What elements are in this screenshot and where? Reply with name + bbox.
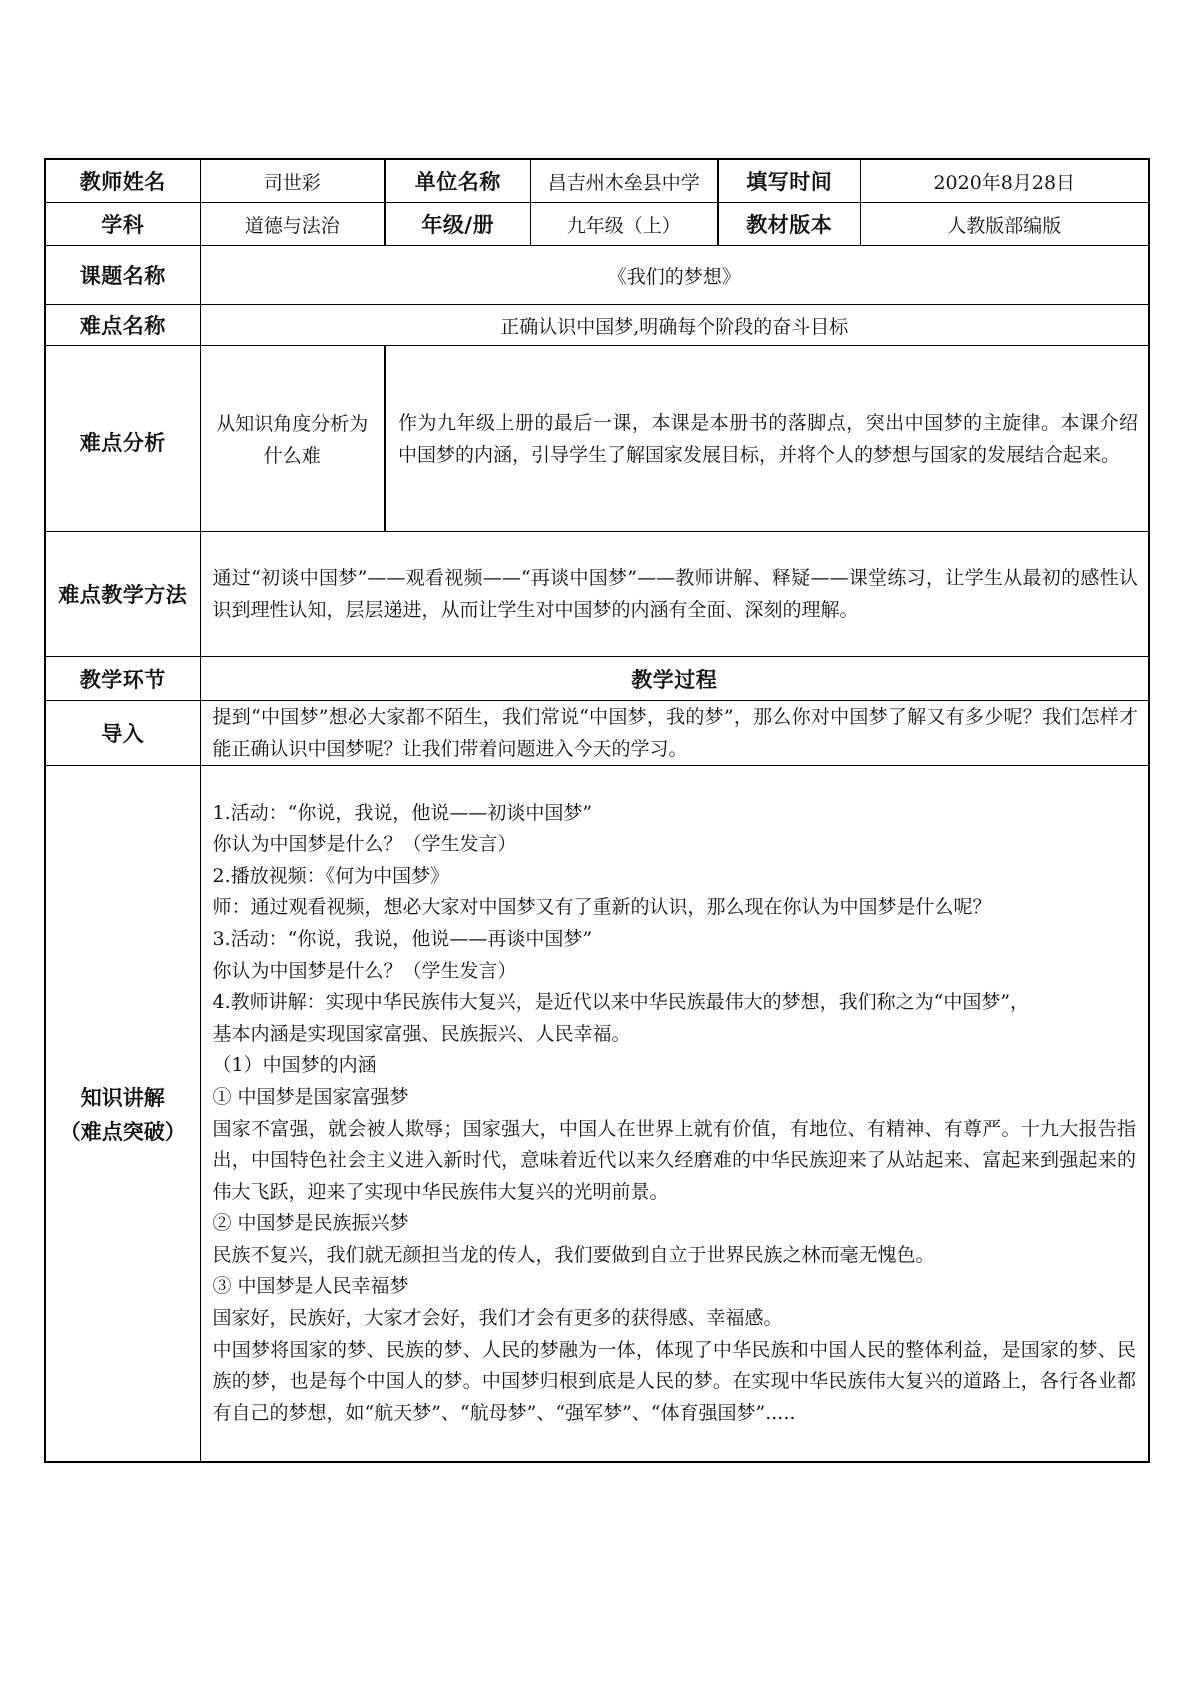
teacher-name-value: 司世彩 bbox=[200, 159, 385, 203]
knowledge-label-line2: （难点突破） bbox=[59, 1119, 186, 1144]
teaching-process-label: 教学过程 bbox=[200, 657, 1149, 701]
header-row-2 bbox=[45, 203, 1149, 246]
teacher-name-label: 教师姓名 bbox=[45, 159, 200, 203]
knowledge-line: ③ 中国梦是人民幸福梦 bbox=[212, 1275, 409, 1298]
knowledge-line: 2.播放视频：《何为中国梦》 bbox=[212, 864, 450, 887]
header-row-1 bbox=[45, 159, 1149, 203]
analysis-row bbox=[45, 346, 1149, 532]
knowledge-label-cell bbox=[45, 766, 200, 1463]
method-row bbox=[45, 532, 1149, 657]
knowledge-line: 4.教师讲解：实现中华民族伟大复兴，是近代以来中华民族最伟大的梦想，我们称之为“中国梦”， bbox=[212, 991, 1030, 1014]
knowledge-line: 基本内涵是实现国家富强、民族振兴、人民幸福。 bbox=[212, 1022, 631, 1045]
edition-value: 人教版部编版 bbox=[860, 203, 1149, 246]
knowledge-line: 你认为中国梦是什么？（学生发言） bbox=[212, 833, 517, 856]
analysis-angle-cell bbox=[200, 346, 385, 532]
knowledge-line: ① 中国梦是国家富强梦 bbox=[212, 1085, 409, 1108]
intro-text-cell bbox=[200, 701, 1149, 766]
knowledge-line: 你认为中国梦是什么？（学生发言） bbox=[212, 959, 517, 982]
fill-date-label: 填写时间 bbox=[718, 159, 860, 203]
intro-label: 导入 bbox=[45, 701, 200, 766]
edition-label: 教材版本 bbox=[718, 203, 860, 246]
intro-text: 提到“中国梦”想必大家都不陌生，我们常说“中国梦，我的梦”，那么你对中国梦了解又有多少呢？我们怎样才能正确认识中国梦呢？让我们带着问题进入今天的学习。 bbox=[212, 706, 1138, 760]
method-text-cell bbox=[200, 532, 1149, 657]
unit-name-label: 单位名称 bbox=[385, 159, 530, 203]
difficulty-value: 正确认识中国梦,明确每个阶段的奋斗目标 bbox=[200, 305, 1149, 346]
grade-label: 年级/册 bbox=[385, 203, 530, 246]
teaching-steps-label: 教学环节 bbox=[45, 657, 200, 701]
analysis-angle: 从知识角度分析为什么难 bbox=[216, 412, 369, 467]
difficulty-row bbox=[45, 305, 1149, 346]
knowledge-line: 3.活动：“你说，我说，他说——再谈中国梦” bbox=[212, 927, 593, 950]
knowledge-label-line1: 知识讲解 bbox=[80, 1085, 165, 1110]
knowledge-line: 国家好，民族好，大家才会好，我们才会有更多的获得感、幸福感。 bbox=[212, 1307, 783, 1330]
lesson-plan-table bbox=[44, 158, 1150, 1463]
knowledge-line: 国家不富强，就会被人欺辱；国家强大，中国人在世界上就有价值，有地位、有精神、有尊严。十九大报告指出，中国特色社会主义进入新时代，意味着近代以来久经磨难的中华民族迎来了从站起来、富起来到强起来的伟大飞跃，迎来了实现中华民族伟大复兴的光明前景。 bbox=[212, 1117, 1136, 1203]
lesson-sheet bbox=[44, 158, 1148, 1463]
knowledge-body bbox=[200, 766, 1149, 1463]
knowledge-line: ② 中国梦是民族振兴梦 bbox=[212, 1212, 409, 1235]
grade-value: 九年级（上） bbox=[530, 203, 718, 246]
fill-date-value: 2020年8月28日 bbox=[860, 159, 1149, 203]
method-label: 难点教学方法 bbox=[45, 532, 200, 657]
topic-label: 课题名称 bbox=[45, 246, 200, 305]
knowledge-line: 民族不复兴，我们就无颜担当龙的传人，我们要做到自立于世界民族之林而毫无愧色。 bbox=[212, 1243, 935, 1266]
knowledge-line: 1.活动：“你说，我说，他说——初谈中国梦” bbox=[212, 801, 593, 824]
topic-row bbox=[45, 246, 1149, 305]
steps-row bbox=[45, 657, 1149, 701]
intro-row bbox=[45, 701, 1149, 766]
unit-name-value: 昌吉州木垒县中学 bbox=[530, 159, 718, 203]
knowledge-line: 中国梦将国家的梦、民族的梦、人民的梦融为一体，体现了中华民族和中国人民的整体利益，是国家的梦、民族的梦，也是每个中国人的梦。中国梦归根到底是人民的梦。在实现中华民族伟大复兴的道路上，各行各业都有自己的梦想，如“航天梦”、“航母梦”、“强军梦”、“体育强国梦”..... bbox=[212, 1338, 1136, 1424]
analysis-text-cell bbox=[385, 346, 1149, 532]
topic-value: 《我们的梦想》 bbox=[200, 246, 1149, 305]
knowledge-row bbox=[45, 766, 1149, 1463]
difficulty-label: 难点名称 bbox=[45, 305, 200, 346]
subject-label: 学科 bbox=[45, 203, 200, 246]
knowledge-line: 师：通过观看视频，想必大家对中国梦又有了重新的认识，那么现在你认为中国梦是什么呢？ bbox=[212, 896, 992, 919]
analysis-label: 难点分析 bbox=[45, 346, 200, 532]
method-text: 通过“初谈中国梦”——观看视频——“再谈中国梦”——教师讲解、释疑——课堂练习，让学生从最初的感性认识到理性认知，层层递进，从而让学生对中国梦的内涵有全面、深刻的理解。 bbox=[212, 567, 1138, 621]
analysis-text: 作为九年级上册的最后一课，本课是本册书的落脚点，突出中国梦的主旋律。本课介绍中国梦的内涵，引导学生了解国家发展目标，并将个人的梦想与国家的发展结合起来。 bbox=[398, 411, 1138, 466]
knowledge-line: （1）中国梦的内涵 bbox=[212, 1054, 377, 1077]
subject-value: 道德与法治 bbox=[200, 203, 385, 246]
